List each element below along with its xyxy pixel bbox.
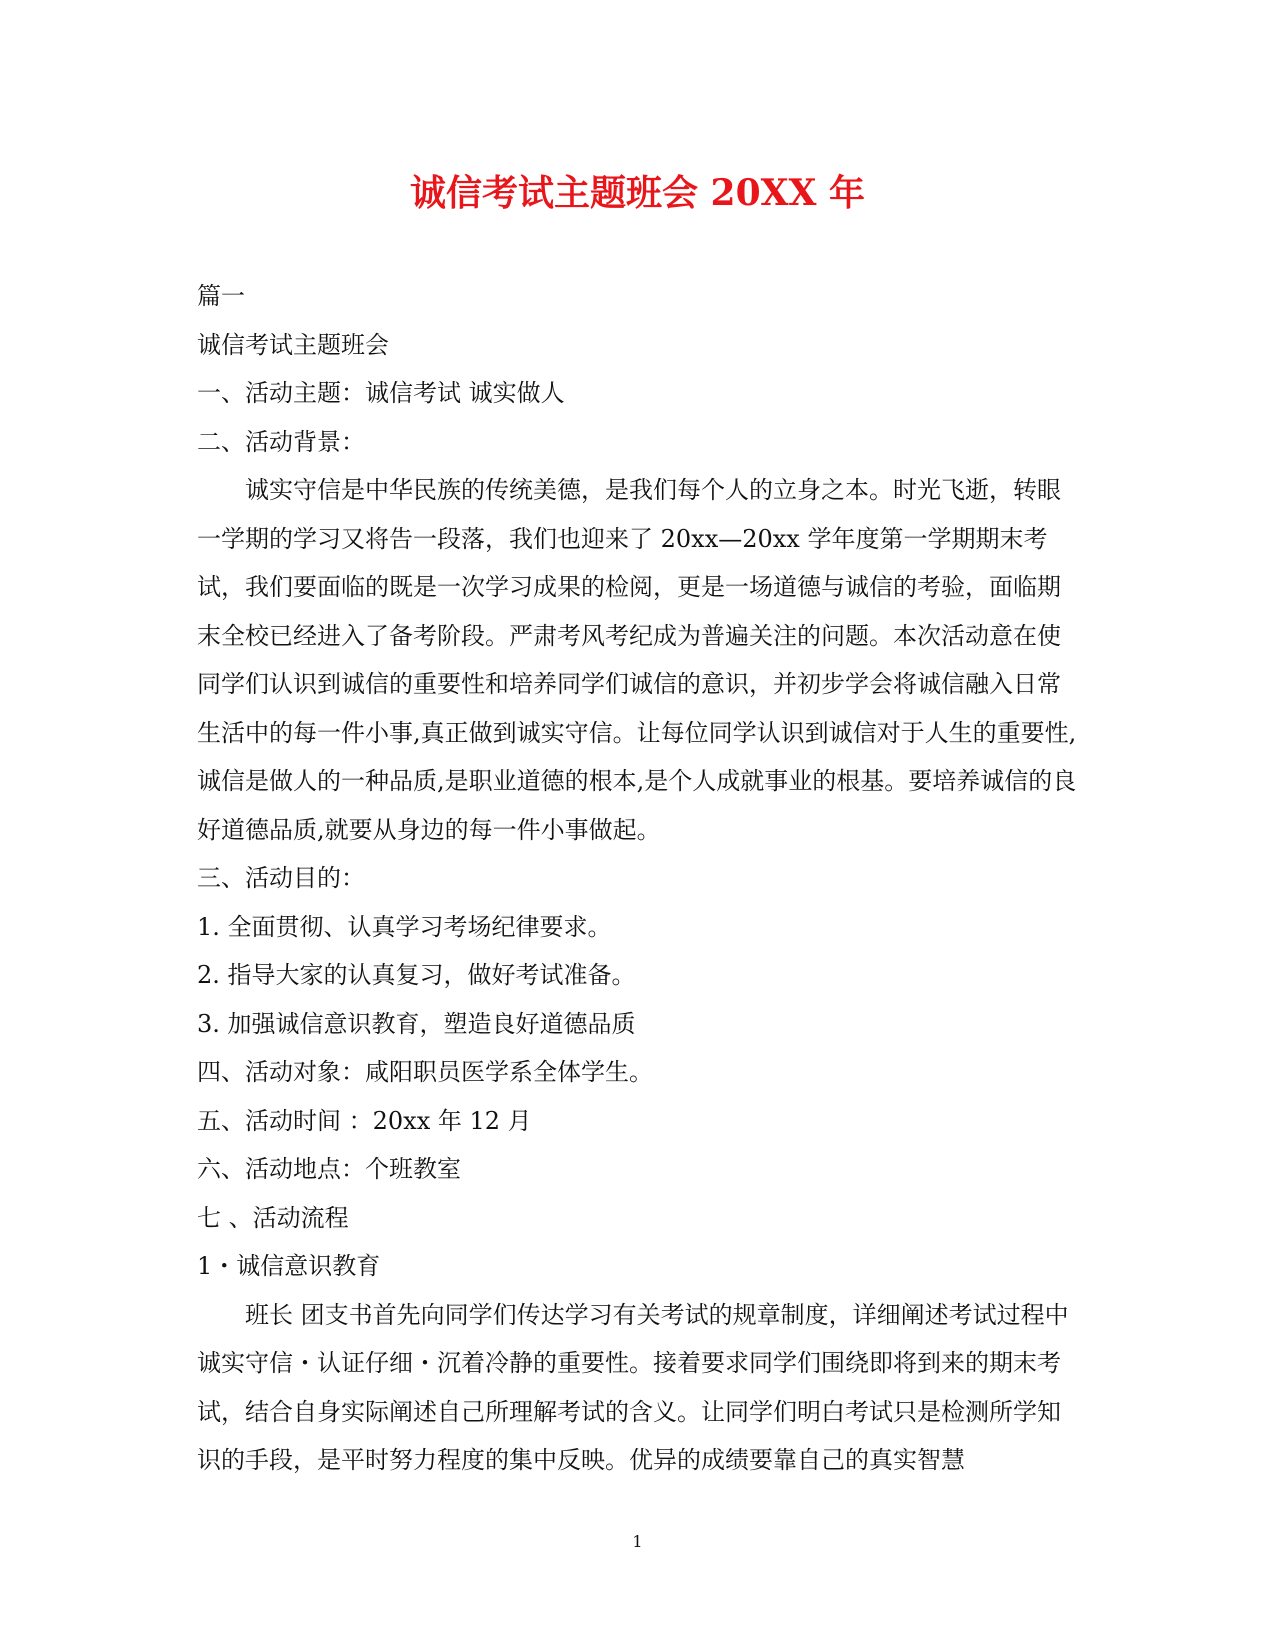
purpose-item-2: 2. 指导大家的认真复习，做好考试准备。 xyxy=(197,961,636,989)
page-number: 1 xyxy=(632,1532,643,1551)
activity-time-paragraph: 五、活动时间 ：20xx 年 12 月 xyxy=(197,1106,532,1135)
document-body xyxy=(197,272,1081,1485)
activity-audience-paragraph: 四、活动对象：咸阳职员医学系全体学生。 xyxy=(197,1058,653,1086)
activity-process-heading: 七 、活动流程 xyxy=(197,1203,349,1232)
background-body-paragraph: 诚实守信是中华民族的传统美德，是我们每个人的立身之本。时光飞逝，转眼一学期的学习又将告一段落，我们也迎来了 20xx—20xx 学年度第一学期期末考试，我们要面临的既是一次学习成果的检阅，更是一场道德与诚信的考验，面临期末全校已经进入了备考阶段。严肃考风考纪成为普遍关注的问题。本次活动意在使同学们认识到诚信的重要性和培养同学们诚信的意识，并初步学会将诚信融入日常生活中的每一件小事,真正做到诚实守信。让每位同学认识到诚信对于人生的重要性,诚信是做人的一种品质,是职业道德的根本,是个人成就事业的根基。要培养诚信的良好道德品质,就要从身边的每一件小事做起。 xyxy=(197,476,1077,844)
activity-purpose-heading: 三、活动目的： xyxy=(197,864,365,892)
purpose-item-3: 3. 加强诚信意识教育，塑造良好道德品质 xyxy=(197,1009,636,1038)
activity-location-paragraph: 六、活动地点：个班教室 xyxy=(197,1155,461,1183)
document-title: 诚信考试主题班会 20XX 年 xyxy=(409,172,866,214)
purpose-item-1: 1. 全面贯彻、认真学习考场纪律要求。 xyxy=(197,912,612,941)
process-step-1-heading: 1・诚信意识教育 xyxy=(197,1252,381,1280)
process-step-1-body: 班长 团支书首先向同学们传达学习有关考试的规章制度，详细阐述考试过程中诚实守信・认证仔细・沉着冷静的重要性。接着要求同学们围绕即将到来的期末考试，结合自身实际阐述自己所理解考试的含义。让同学们明白考试只是检测所学知识的手段，是平时努力程度的集中反映。优异的成绩要靠自己的真实智慧 xyxy=(197,1300,1069,1474)
section-label: 篇一 xyxy=(197,282,245,310)
subtitle-paragraph: 诚信考试主题班会 xyxy=(197,330,389,359)
activity-theme-paragraph: 一、活动主题：诚信考试 诚实做人 xyxy=(197,379,565,407)
activity-background-heading: 二、活动背景： xyxy=(197,427,365,456)
